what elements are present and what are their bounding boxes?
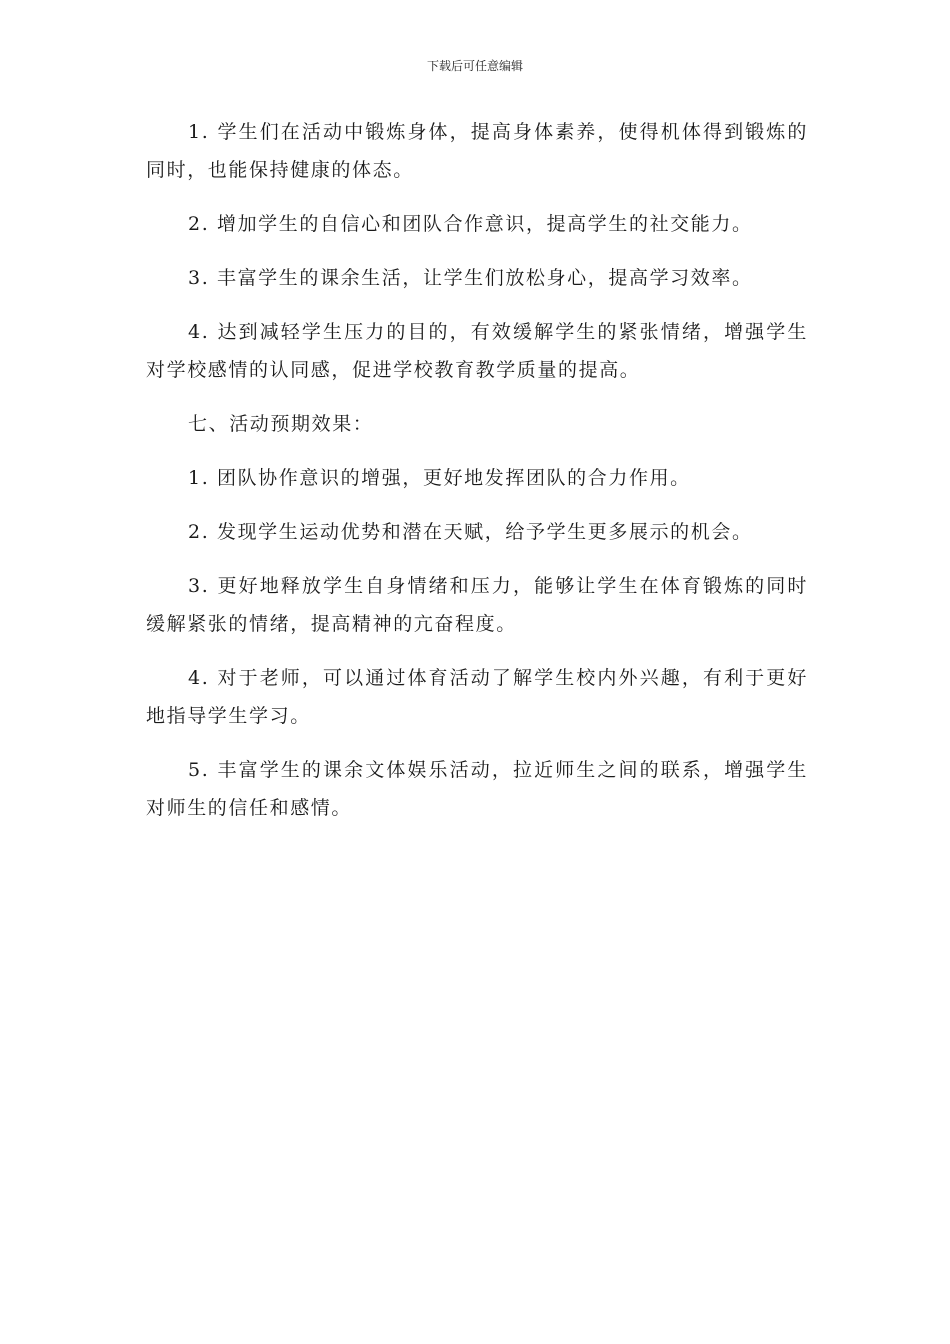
benefit-item-2: 2. 增加学生的自信心和团队合作意识，提高学生的社交能力。: [188, 213, 753, 235]
effect-item-2: 2. 发现学生运动优势和潜在天赋，给予学生更多展示的机会。: [188, 521, 753, 543]
page-header: 下载后可任意编辑: [426, 59, 523, 73]
effect-item-3: 3. 更好地释放学生自身情绪和压力，能够让学生在体育锻炼的同时缓解紧张的情绪，提高精神的亢奋程度。: [146, 575, 808, 635]
benefit-item-3: 3. 丰富学生的课余生活，让学生们放松身心，提高学习效率。: [188, 267, 753, 289]
effect-item-5: 5. 丰富学生的课余文体娱乐活动，拉近师生之间的联系，增强学生对师生的信任和感情。: [146, 759, 808, 819]
section-heading: 七、活动预期效果：: [188, 413, 374, 435]
document-body: [146, 113, 808, 843]
effect-item-1: 1. 团队协作意识的增强，更好地发挥团队的合力作用。: [188, 467, 691, 489]
effect-item-4: 4. 对于老师，可以通过体育活动了解学生校内外兴趣，有利于更好地指导学生学习。: [146, 667, 808, 727]
benefit-item-4: 4. 达到减轻学生压力的目的，有效缓解学生的紧张情绪，增强学生对学校感情的认同感，促进学校教育教学质量的提高。: [146, 321, 808, 381]
benefit-item-1: 1. 学生们在活动中锻炼身体，提高身体素养，使得机体得到锻炼的同时，也能保持健康的体态。: [146, 121, 808, 181]
